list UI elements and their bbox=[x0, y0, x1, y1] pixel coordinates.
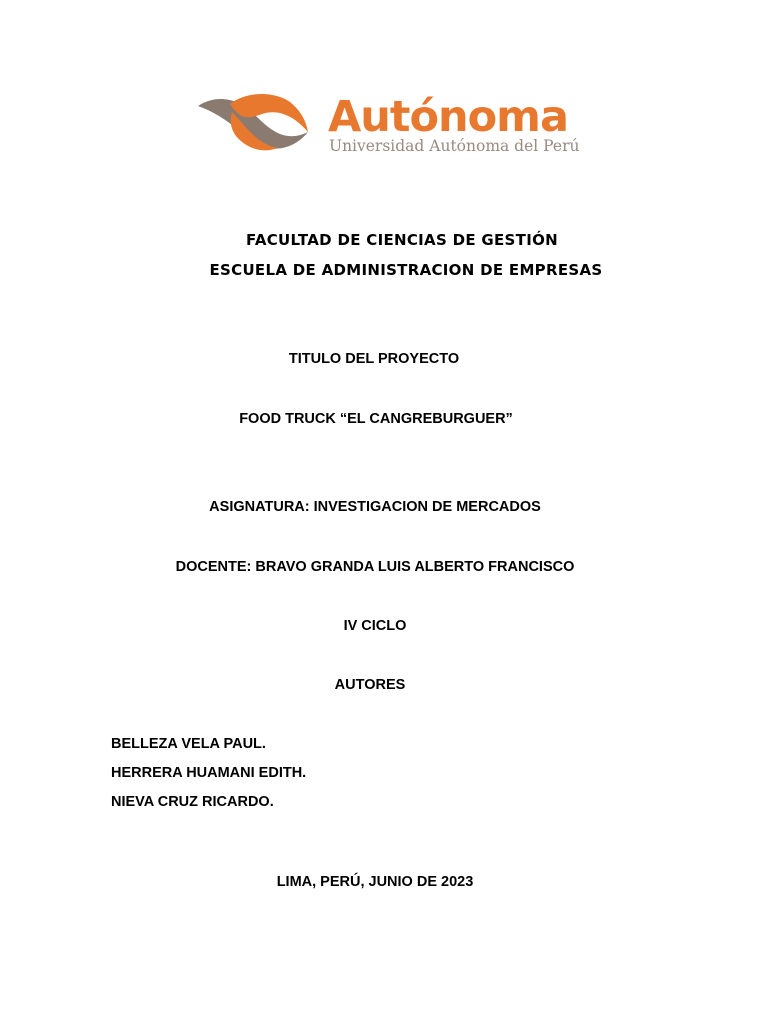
university-logo bbox=[196, 92, 580, 162]
course-line: ASIGNATURA: INVESTIGACION DE MERCADOS bbox=[209, 499, 541, 515]
place-date: LIMA, PERÚ, JUNIO DE 2023 bbox=[276, 874, 474, 890]
cycle-line: IV CICLO bbox=[343, 618, 407, 634]
author-name: NIEVA CRUZ RICARDO. bbox=[111, 794, 274, 810]
logo-subtitle: Universidad Autónoma del Perú bbox=[329, 137, 580, 155]
authors-list bbox=[111, 730, 306, 817]
author-name: BELLEZA VELA PAUL. bbox=[111, 736, 266, 752]
author-name: HERRERA HUAMANI EDITH. bbox=[111, 765, 307, 781]
school-heading: ESCUELA DE ADMINISTRACION DE EMPRESAS bbox=[209, 261, 603, 279]
teacher-line: DOCENTE: BRAVO GRANDA LUIS ALBERTO FRANCISCO bbox=[175, 559, 575, 575]
authors-label: AUTORES bbox=[334, 677, 406, 693]
project-title: FOOD TRUCK “EL CANGREBURGUER” bbox=[239, 411, 513, 427]
faculty-heading: FACULTAD DE CIENCIAS DE GESTIÓN bbox=[246, 231, 558, 249]
logo-wordmark: Autónoma bbox=[328, 92, 568, 142]
project-title-label: TITULO DEL PROYECTO bbox=[288, 351, 460, 367]
autonoma-wave-logo-icon bbox=[196, 92, 311, 156]
